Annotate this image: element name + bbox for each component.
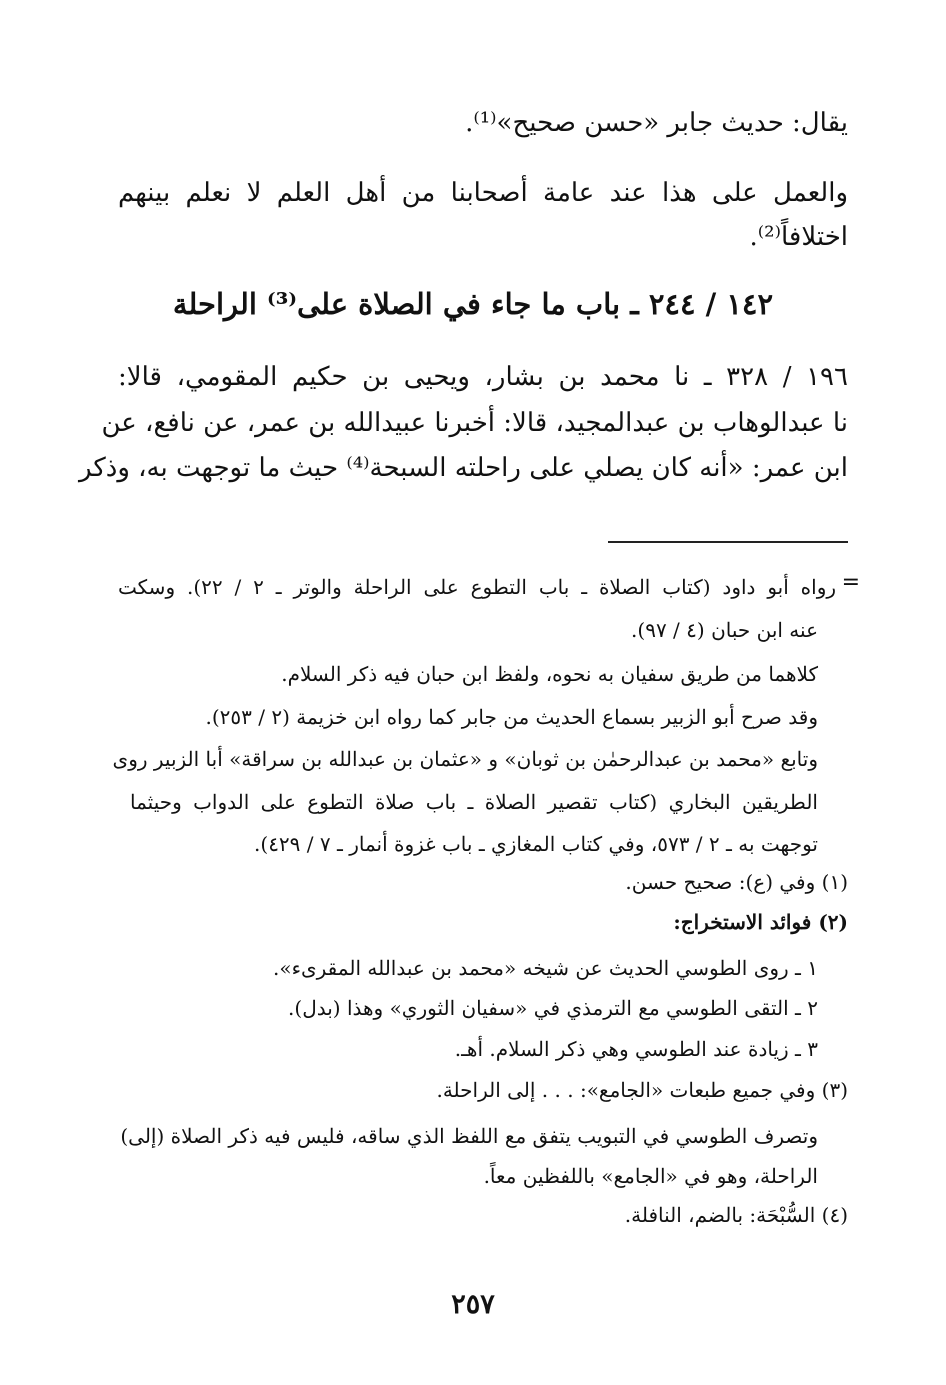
footnote-line: توجهت به ـ ٢ / ٥٧٣، وفي كتاب المغازي ـ باب غزوة أنمار ـ ٧ / ٤٢٩). [254, 832, 818, 856]
footnote-line: كلاهما من طريق سفيان به نحوه، ولفظ ابن حبان فيه ذكر السلام. [281, 662, 818, 686]
footnote-4: (٤) السُّبْحَة: بالضم، النافلة. [624, 1203, 848, 1227]
footnote-separator [608, 541, 848, 543]
footnote-line: الطريقين البخاري (كتاب تقصير الصلاة ـ باب صلاة التطوع على الدواب وحيثما [130, 790, 818, 814]
footnote-3-continued: وتصرف الطوسي في التبويب يتفق مع اللفظ الذي ساقه، فليس فيه ذكر الصلاة (إلى) [120, 1124, 818, 1148]
main-text-line-2: والعمل على هذا عند عامة أصحابنا من أهل العلم لا نعلم بينهم [118, 178, 848, 208]
hadith-line-3: ابن عمر: «أنه كان يصلي على راحلته السبحة⁽⁴⁾ حيث ما توجهت به، وذكر [79, 453, 848, 483]
footnote-line: وقد صرح أبو الزبير بسماع الحديث من جابر كما رواه ابن خزيمة (٢ / ٢٥٣). [205, 705, 818, 729]
main-text-line-1: يقال: حديث جابر «حسن صحيح»⁽¹⁾. [465, 108, 848, 138]
footnote-2-item: ١ ـ روى الطوسي الحديث عن شيخه «محمد بن عبدالله المقرىء». [272, 956, 818, 980]
footnote-3-continued: الراحلة، وهو في «الجامع» باللفظين معاً. [483, 1164, 818, 1188]
footnote-line: رواه أبو داود (كتاب الصلاة ـ باب التطوع على الراحلة والوتر ـ ٢ / ٢٢). وسكت [118, 575, 837, 599]
main-text-line-3: اختلافاً⁽²⁾. [749, 222, 848, 252]
footnote-2-item: ٣ ـ زيادة عند الطوسي وهي ذكر السلام. أهـ. [454, 1037, 818, 1061]
footnote-2-item: ٢ ـ التقى الطوسي مع الترمذي في «سفيان الثوري» وهذا (بدل). [288, 996, 818, 1020]
page-number: ٢٥٧ [451, 1289, 495, 1320]
footnote-3: (٣) وفي جميع طبعات «الجامع»: . . . إلى الراحلة. [436, 1078, 848, 1102]
hadith-line-2: نا عبدالوهاب بن عبدالمجيد، قالا: أخبرنا عبيدالله بن عمر، عن نافع، عن [101, 408, 848, 438]
footnote-line: عنه ابن حبان (٤ / ٩٧). [631, 618, 818, 642]
footnote-1: (١) وفي (ع): صحيح حسن. [625, 870, 848, 894]
footnote-line: وتابع «محمد بن عبدالرحمٰن بن ثوبان» و «عثمان بن عبدالله بن سراقة» أبا الزبير روى [112, 747, 818, 771]
chapter-heading: ١٤٢ / ٢٤٤ ـ باب ما جاء في الصلاة على⁽³⁾ الراحلة [172, 287, 774, 321]
hadith-line-1: ١٩٦ / ٣٢٨ ـ نا محمد بن بشار، ويحيى بن حكيم المقومي، قالا: [118, 362, 848, 392]
footnote-2-heading: (٢) فوائد الاستخراج: [673, 910, 848, 934]
footnote-continuation-mark: = [841, 570, 860, 595]
